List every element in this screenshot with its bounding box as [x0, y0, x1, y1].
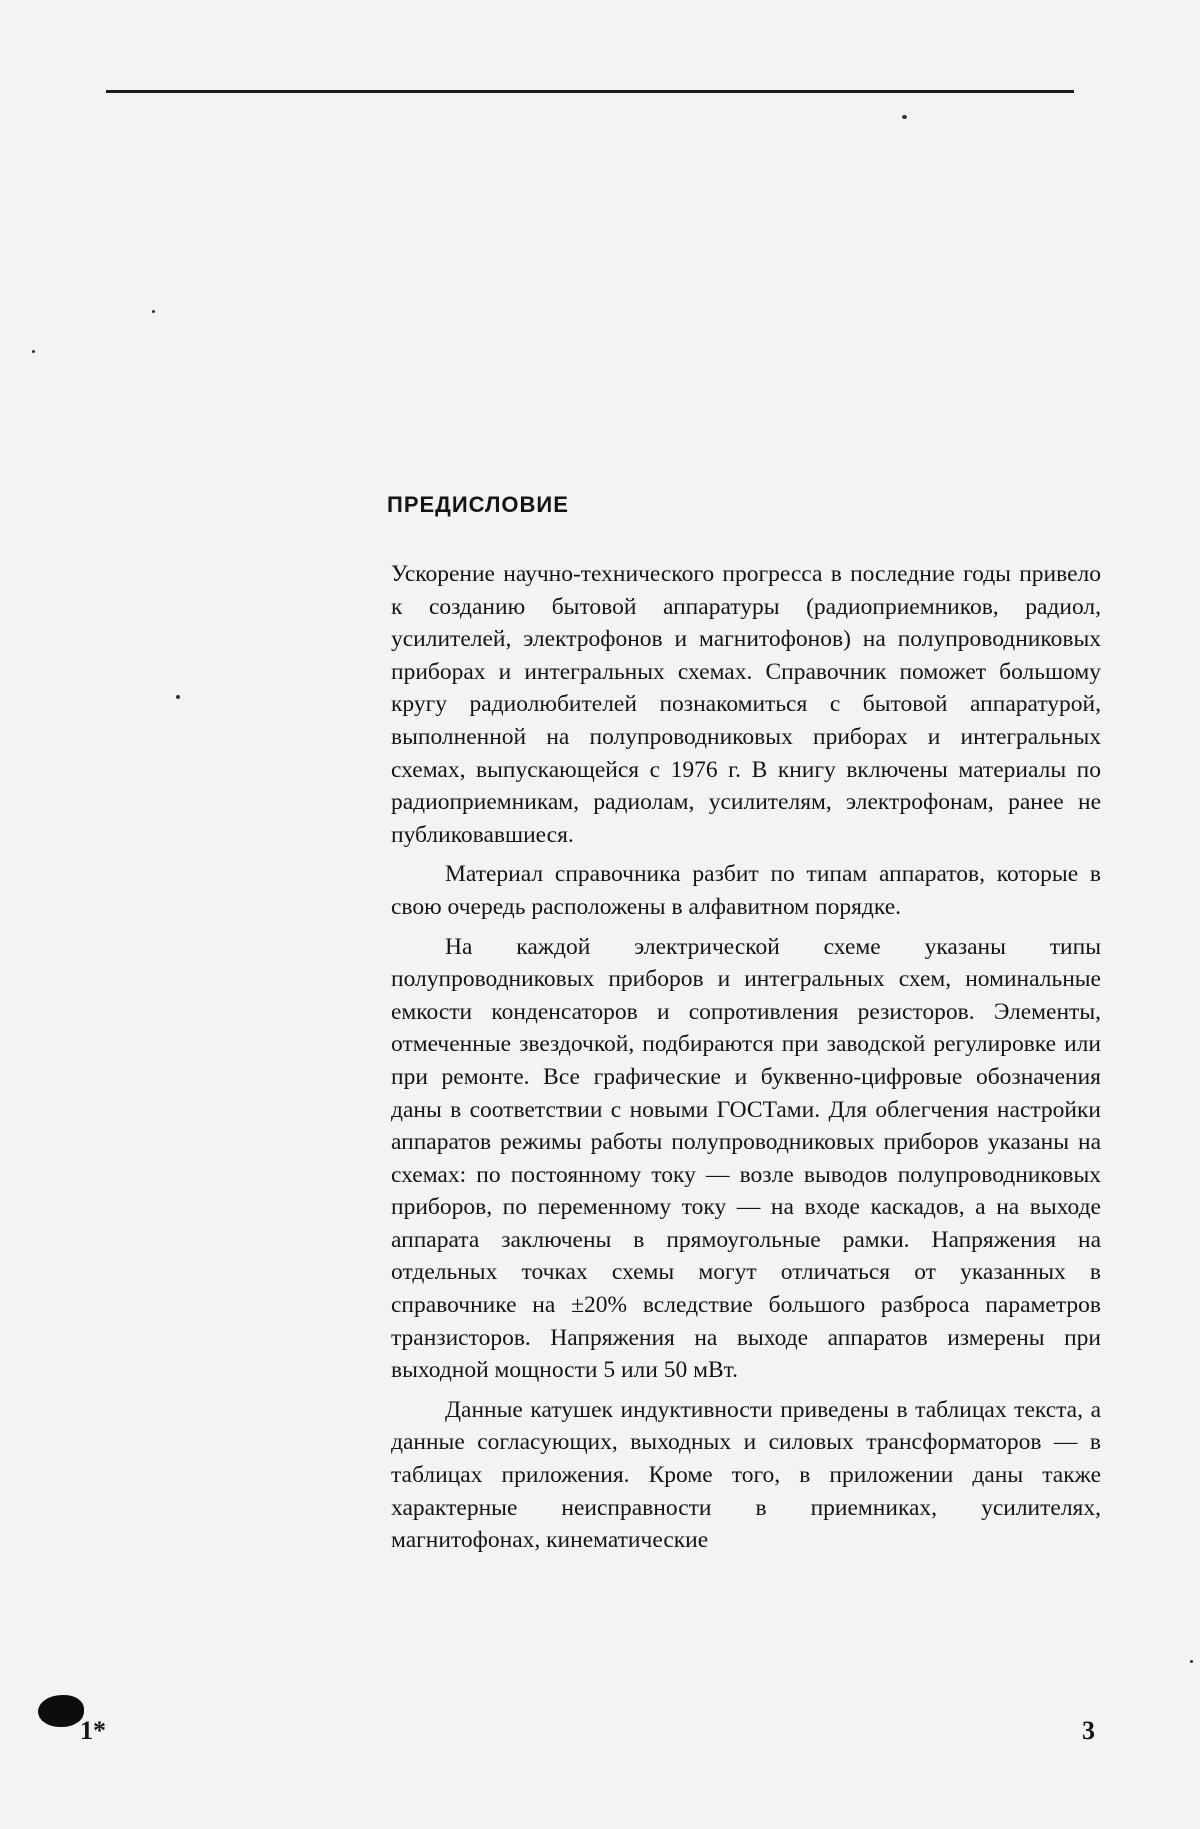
ink-blot [38, 1695, 84, 1727]
page-heading: ПРЕДИСЛОВИЕ [387, 492, 569, 517]
paragraph: Материал справочника разбит по типам аппаратов, которые в свою очередь расположены в алфавитном порядке. [391, 861, 1101, 920]
scan-speck [32, 350, 35, 353]
scan-speck [176, 695, 180, 699]
paragraph: Данные катушек индуктивности приведены в таблицах текста, а данные согласующих, выходных и силовых трансформаторов — в таблицах приложения. Кроме того, в приложении даны также характерные неисправности в приемниках, усилителях, магнитофонах, кинематические [391, 1396, 1101, 1554]
signature-mark: 1* [80, 1716, 106, 1745]
scan-speck [902, 115, 907, 119]
top-rule [106, 90, 1074, 93]
scan-speck [152, 310, 155, 313]
paragraph: На каждой электрической схеме указаны типы полупроводниковых приборов и интегральных схем, номинальные емкости конденсаторов и сопротивления резисторов. Элементы, отмеченные звездочкой, подбираются при заводской регулировке или при ремонте. Все графические и буквенно-цифровые обозначения даны в соответствии с новыми ГОСТами. Для облегчения настройки аппаратов режимы работы полупроводниковых приборов указаны на схемах: по постоянному току — возле выводов полупроводниковых приборов, по переменному току — на входе каскадов, а на выходе аппарата заключены в прямоугольные рамки. Напряжения на отдельных точках схемы могут отличаться от указанных в справочнике на ±20% вследствие большого разброса параметров транзисторов. Напряжения на выходе аппаратов измерены при выходной мощности 5 или 50 мВт. [391, 933, 1101, 1384]
body-text [391, 558, 1101, 1564]
page-number: 3 [1082, 1716, 1095, 1745]
paragraph: Ускорение научно-технического прогресса в последние годы привело к созданию бытовой аппаратуры (радиоприемников, радиол, усилителей, электрофонов и магнитофонов) на полупроводниковых приборах и интегральных схемах. Справочник поможет большому кругу радиолюбителей познакомиться с бытовой аппаратурой, выполненной на полупроводниковых приборах и интегральных схемах, выпускающейся с 1976 г. В книгу включены материалы по радиоприемникам, радиолам, усилителям, электрофонам, ранее не публиковавшиеся. [391, 561, 1101, 848]
scan-speck [1190, 1660, 1193, 1663]
